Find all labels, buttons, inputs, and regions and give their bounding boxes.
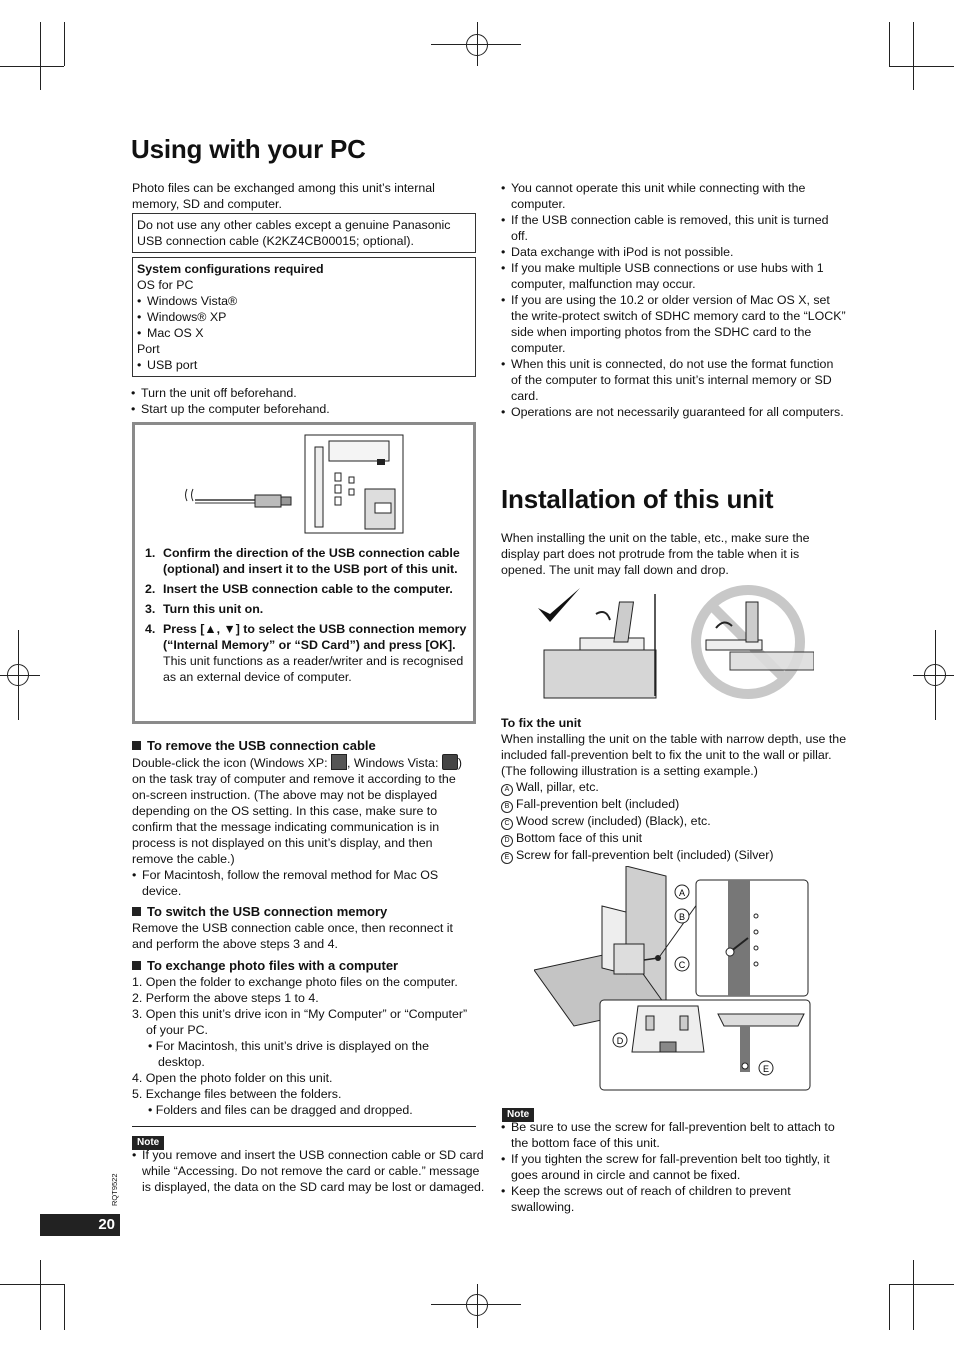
fix-unit-heading: To fix the unit <box>501 716 582 730</box>
sysreq-os-item: • Windows® XP <box>137 309 471 325</box>
step-text: Confirm the direction of the USB connection cable (optional) and insert it to the USB port of this unit. <box>163 546 460 576</box>
legend-text: Fall-prevention belt (included) <box>516 797 680 811</box>
legend-mark: E <box>501 852 513 864</box>
step-text: Insert the USB connection cable to the computer. <box>163 582 453 596</box>
exchange-step: 2. Perform the above steps 1 to 4. <box>132 991 319 1005</box>
legend-mark: A <box>501 784 513 796</box>
right-note-item: • If you tighten the screw for fall-prevention belt too tightly, it goes around in circle and cannot be fixed. <box>501 1151 847 1183</box>
registration-mark <box>0 675 40 676</box>
registration-mark <box>935 630 936 720</box>
preparation-list <box>131 385 475 417</box>
step-number: 2. <box>145 582 156 596</box>
step-subtext: This unit functions as a reader/writer and is recognised as an external device of computer. <box>163 654 464 684</box>
exchange-step: 4. Open the photo folder on this unit. <box>132 1071 333 1085</box>
pc-note-item: • Data exchange with iPod is not possible. <box>501 244 847 260</box>
step-text: Press [▲, ▼] to select the USB connection memory (“Internal Memory” or “SD Card”) and press [OK]. <box>163 622 467 652</box>
remove-cable-section <box>132 738 476 899</box>
procedure-step <box>135 601 473 617</box>
procedure-step <box>135 621 473 685</box>
legend-item <box>501 847 847 864</box>
pc-note-item: • If you make multiple USB connections or use hubs with 1 computer, malfunction may occur. <box>501 260 847 292</box>
pc-note-item: • When this unit is connected, do not use the format function of the computer to format this unit’s internal memory or SD card. <box>501 356 847 404</box>
crop-mark <box>889 1284 954 1285</box>
placement-illustration <box>534 584 814 700</box>
safely-remove-vista-icon <box>442 754 458 770</box>
procedure-step <box>135 581 473 597</box>
legend-text: Wall, pillar, etc. <box>516 780 599 794</box>
system-requirements-box <box>132 257 476 377</box>
intro-text: Photo files can be exchanged among this unit’s internal memory, SD and computer. <box>132 181 435 211</box>
step-number: 3. <box>145 602 156 616</box>
remove-text-part: ) on the task tray of computer and remove it according to the on-screen instruction. (The above may not be displayed depending on the OS setting. In this case, make sure to confirm that the message indicating communication is in process is not displayed on this unit’s display, and then remove the cable.) <box>132 756 462 866</box>
switch-memory-heading <box>132 904 476 920</box>
installation-title: Installation of this unit <box>501 484 774 514</box>
registration-mark <box>431 44 521 45</box>
safely-remove-xp-icon <box>331 754 347 770</box>
legend-text: Wood screw (included) (Black), etc. <box>516 814 711 828</box>
right-note-list <box>501 1119 847 1215</box>
crop-mark <box>889 66 954 67</box>
registration-mark <box>913 675 954 676</box>
pc-notes-list <box>501 180 847 420</box>
crop-mark <box>889 1284 890 1330</box>
right-note-item: • Be sure to use the screw for fall-prevention belt to attach to the bottom face of this unit. <box>501 1119 847 1151</box>
exchange-step: 1. Open the folder to exchange photo files on the computer. <box>132 975 458 989</box>
exchange-files-section <box>132 958 476 1118</box>
sysreq-port-item: • USB port <box>137 357 471 373</box>
crop-mark <box>913 1260 914 1330</box>
legend-mark: B <box>501 801 513 813</box>
crop-mark <box>913 22 914 90</box>
sysreq-os-item: • Mac OS X <box>137 325 471 341</box>
legend-item <box>501 830 847 847</box>
crop-mark <box>0 66 64 67</box>
fix-unit-section <box>501 715 847 864</box>
pc-note-item: • If you are using the 10.2 or older version of Mac OS X, set the write-protect switch of SDHC memory card to the “LOCK” side when importing photos from the SDHC card to the computer. <box>501 292 847 356</box>
exchange-substep: • Folders and files can be dragged and dropped. <box>148 1103 413 1117</box>
remove-cable-mac-note: • For Macintosh, follow the removal method for Mac OS device. <box>132 867 476 899</box>
exchange-files-heading <box>132 958 476 974</box>
remove-cable-heading <box>132 738 476 754</box>
sysreq-os-label: OS for PC <box>137 278 194 292</box>
legend-text: Bottom face of this unit <box>516 831 643 845</box>
remove-cable-text <box>132 754 476 867</box>
preparation-item: • Turn the unit off beforehand. <box>131 385 475 401</box>
model-code: RQT9522 <box>110 1173 119 1206</box>
note-label: Note <box>132 1136 164 1150</box>
registration-mark <box>18 630 19 720</box>
legend-text: Screw for fall-prevention belt (included) (Silver) <box>516 848 774 862</box>
crop-mark <box>0 1284 64 1285</box>
fall-prevention-illustration <box>534 866 814 1092</box>
svg-text:D: D <box>616 1036 624 1046</box>
page-title: Using with your PC <box>131 134 366 164</box>
svg-text:B: B <box>678 912 686 922</box>
svg-text:C: C <box>678 960 686 970</box>
remove-text-part: , Windows Vista: <box>347 756 439 770</box>
crop-mark <box>40 22 41 90</box>
cable-warning-box <box>132 213 476 253</box>
svg-text:A: A <box>678 888 686 898</box>
registration-mark <box>477 1284 478 1328</box>
switch-memory-heading-text: To switch the USB connection memory <box>147 904 388 919</box>
sysreq-os-item: • Windows Vista® <box>137 293 471 309</box>
left-note-text: • If you remove and insert the USB connection cable or SD card while “Accessing. Do not remove the card or cable.” message is displayed, the data on the SD card may be lost or damaged. <box>132 1147 486 1195</box>
crop-mark <box>889 22 890 66</box>
note-label: Note <box>502 1108 534 1122</box>
svg-text:E: E <box>762 1064 770 1074</box>
remove-cable-heading-text: To remove the USB connection cable <box>147 738 376 753</box>
crop-mark <box>64 22 65 66</box>
crop-mark <box>40 1260 41 1330</box>
registration-mark <box>431 1304 521 1305</box>
legend-mark: D <box>501 835 513 847</box>
sysreq-heading: System configurations required <box>137 262 324 276</box>
step-number: 4. <box>145 622 156 636</box>
registration-mark <box>477 22 478 66</box>
step-number: 1. <box>145 546 156 560</box>
preparation-item: • Start up the computer beforehand. <box>131 401 475 417</box>
switch-memory-section <box>132 904 476 952</box>
legend-item <box>501 813 847 830</box>
exchange-step: 3. Open this unit’s drive icon in “My Computer” or “Computer” of your PC. <box>132 1007 468 1037</box>
exchange-files-heading-text: To exchange photo files with a computer <box>147 958 399 973</box>
switch-memory-text: Remove the USB connection cable once, then reconnect it and perform the above steps 3 and 4. <box>132 921 453 951</box>
exchange-step: 5. Exchange files between the folders. <box>132 1087 342 1101</box>
legend-mark: C <box>501 818 513 830</box>
right-note-item: • Keep the screws out of reach of children to prevent swallowing. <box>501 1183 847 1215</box>
remove-text-part: Double-click the icon (Windows XP: <box>132 756 328 770</box>
pc-note-item: • You cannot operate this unit while connecting with the computer. <box>501 180 847 212</box>
sysreq-port-label: Port <box>137 342 160 356</box>
connection-procedure-box <box>132 422 476 724</box>
crop-mark <box>64 1284 65 1330</box>
fix-unit-text: When installing the unit on the table with narrow depth, use the included fall-prevention belt to fix the unit to the wall or pillar. (The following illustration is a setting example.) <box>501 732 847 778</box>
step-text: Turn this unit on. <box>163 602 264 616</box>
pc-note-item: • Operations are not necessarily guaranteed for all computers. <box>501 404 847 420</box>
legend-item <box>501 796 847 813</box>
pc-note-item: • If the USB connection cable is removed, this unit is turned off. <box>501 212 847 244</box>
page-number: 20 <box>40 1214 120 1236</box>
exchange-substep: • For Macintosh, this unit’s drive is displayed on the desktop. <box>148 1039 429 1069</box>
usb-connection-illustration <box>135 429 473 539</box>
legend-item <box>501 779 847 796</box>
cable-warning-text: Do not use any other cables except a genuine Panasonic USB connection cable (K2KZ4CB00015; optional). <box>137 218 451 248</box>
divider <box>132 1126 476 1127</box>
installation-intro: When installing the unit on the table, etc., make sure the display part does not protrude from the table when it is opened. The unit may fall down and drop. <box>501 531 810 577</box>
procedure-step <box>135 545 473 577</box>
